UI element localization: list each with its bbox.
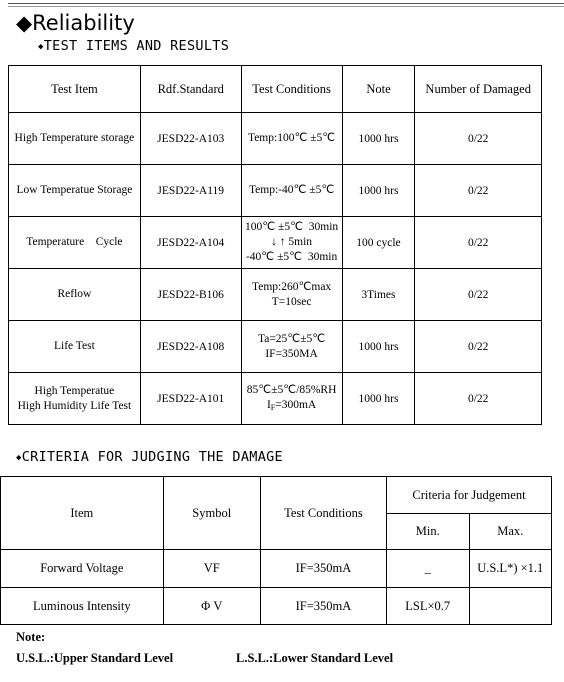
section-heading-tests bbox=[38, 38, 229, 54]
table-row bbox=[9, 269, 542, 321]
top-rule-secondary bbox=[8, 6, 564, 7]
max-cell bbox=[469, 588, 552, 625]
note-lsl: L.S.L.:Lower Standard Level bbox=[236, 651, 394, 665]
conditions-cell: IF=350mA bbox=[260, 550, 386, 588]
test-item-cell bbox=[9, 217, 141, 269]
section-heading-criteria bbox=[16, 449, 283, 465]
conditions-cell bbox=[241, 217, 342, 269]
test-item-cell bbox=[9, 269, 141, 321]
header-cell: Item bbox=[1, 477, 164, 550]
standard-cell: JESD22-A101 bbox=[140, 373, 241, 425]
item-cell: Forward Voltage bbox=[1, 550, 164, 588]
diamond-icon: ◆ bbox=[38, 42, 44, 52]
test-item-text: High Temperatue bbox=[34, 384, 115, 397]
header-cell: Number of Damaged bbox=[415, 66, 542, 113]
table-row bbox=[9, 373, 542, 425]
condition-text: T=10sec bbox=[271, 295, 312, 308]
condition-text: 100℃ ±5℃ 30min bbox=[245, 221, 339, 233]
standard-cell: JESD22-A119 bbox=[140, 165, 241, 217]
standard-cell: JESD22-A108 bbox=[140, 321, 241, 373]
diamond-icon: ◆ bbox=[16, 453, 22, 463]
conditions-cell bbox=[241, 269, 342, 321]
max-cell: U.S.L*) ×1.1 bbox=[469, 550, 552, 588]
test-item-text: Temperature Cycle bbox=[26, 236, 123, 248]
condition-text: ↓ ↑ 5min bbox=[271, 236, 313, 248]
test-item-text: High Humidity Life Test bbox=[17, 399, 132, 412]
condition-text: Temp:260℃max bbox=[252, 280, 332, 293]
diamond-icon: ◆ bbox=[16, 11, 33, 35]
condition-text: Temp:100℃ ±5℃ bbox=[247, 132, 336, 144]
conditions-cell: IF=350mA bbox=[260, 588, 386, 625]
table-row bbox=[1, 550, 552, 588]
header-cell: Criteria for Judgement bbox=[386, 477, 551, 514]
test-item-text: Reflow bbox=[57, 288, 92, 300]
title-text: Reliability bbox=[32, 11, 135, 35]
header-cell: Test Conditions bbox=[241, 66, 342, 113]
header-cell: Test Item bbox=[9, 66, 141, 113]
damaged-cell: 0/22 bbox=[415, 321, 542, 373]
conditions-cell bbox=[241, 321, 342, 373]
test-item-cell bbox=[9, 373, 141, 425]
damaged-cell: 0/22 bbox=[415, 113, 542, 165]
condition-text: Ta=25℃±5℃ bbox=[258, 332, 326, 345]
condition-text bbox=[242, 398, 342, 415]
table-header-row bbox=[9, 66, 542, 113]
test-item-cell bbox=[9, 113, 141, 165]
header-cell: Note bbox=[342, 66, 415, 113]
table-row bbox=[1, 588, 552, 625]
condition-text: -40℃ ±5℃ 30min bbox=[245, 251, 338, 263]
test-item-text: Life Test bbox=[53, 340, 95, 352]
table-row bbox=[9, 165, 542, 217]
header-cell: Min. bbox=[386, 514, 469, 550]
header-cell: Test Conditions bbox=[260, 477, 386, 550]
table-row bbox=[9, 321, 542, 373]
note-cell: 1000 hrs bbox=[342, 165, 415, 217]
symbol-cell: Φ V bbox=[163, 588, 260, 625]
test-item-text: High Temperature storage bbox=[14, 132, 135, 144]
test-item-cell bbox=[9, 165, 141, 217]
page-title bbox=[16, 10, 135, 36]
standard-cell: JESD22-B106 bbox=[140, 269, 241, 321]
header-cell: Rdf.Standard bbox=[140, 66, 241, 113]
note-label: Note: bbox=[16, 630, 46, 644]
conditions-cell bbox=[241, 113, 342, 165]
condition-text: Temp:-40℃ ±5℃ bbox=[248, 184, 335, 196]
table-header-row bbox=[1, 477, 552, 514]
symbol-cell: VF bbox=[163, 550, 260, 588]
damaged-cell: 0/22 bbox=[415, 373, 542, 425]
damaged-cell: 0/22 bbox=[415, 165, 542, 217]
condition-text: IF=350MA bbox=[265, 347, 318, 360]
header-cell: Max. bbox=[469, 514, 552, 550]
conditions-cell bbox=[241, 373, 342, 425]
current-subscript: F bbox=[270, 402, 276, 412]
standard-cell: JESD22-A103 bbox=[140, 113, 241, 165]
current-value: =300mA bbox=[275, 398, 317, 411]
note-cell: 1000 hrs bbox=[342, 321, 415, 373]
note-cell: 3Times bbox=[342, 269, 415, 321]
condition-text: 85℃±5℃/85%RH bbox=[246, 383, 337, 396]
test-results-table bbox=[8, 65, 542, 425]
header-cell: Symbol bbox=[163, 477, 260, 550]
conditions-cell bbox=[241, 165, 342, 217]
criteria-table bbox=[0, 476, 552, 625]
section-heading-text: CRITERIA FOR JUDGING THE DAMAGE bbox=[21, 449, 283, 465]
table-row bbox=[9, 113, 542, 165]
test-item-text: Low Temperatue Storage bbox=[16, 184, 133, 196]
table-row bbox=[9, 217, 542, 269]
note-cell: 1000 hrs bbox=[342, 113, 415, 165]
standard-cell: JESD22-A104 bbox=[140, 217, 241, 269]
current-symbol: I bbox=[266, 398, 271, 411]
damaged-cell: 0/22 bbox=[415, 269, 542, 321]
top-rule bbox=[8, 3, 564, 4]
section-heading-text: TEST ITEMS AND RESULTS bbox=[43, 38, 230, 54]
item-cell: Luminous Intensity bbox=[1, 588, 164, 625]
note-cell: 1000 hrs bbox=[342, 373, 415, 425]
min-cell: _ bbox=[386, 550, 469, 588]
min-cell: LSL×0.7 bbox=[386, 588, 469, 625]
note-usl: U.S.L.:Upper Standard Level bbox=[16, 651, 174, 665]
test-item-cell bbox=[9, 321, 141, 373]
damaged-cell: 0/22 bbox=[415, 217, 542, 269]
note-cell: 100 cycle bbox=[342, 217, 415, 269]
